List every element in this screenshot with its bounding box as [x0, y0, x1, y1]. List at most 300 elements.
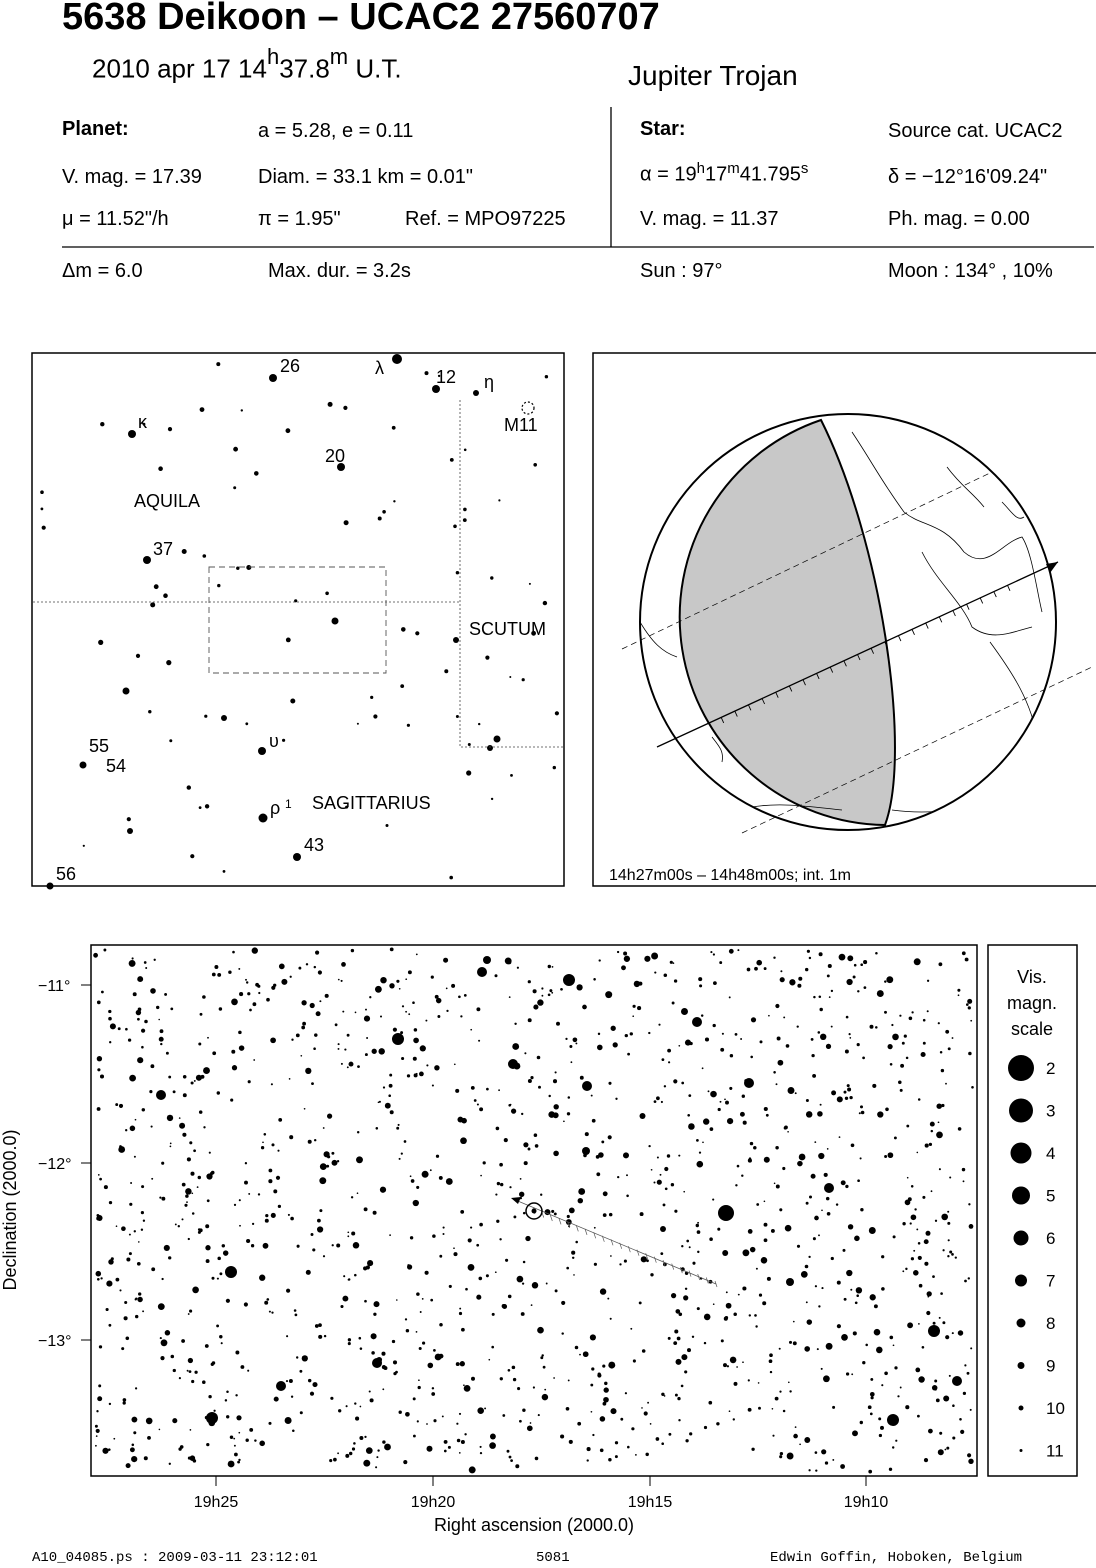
chart-star [331, 1152, 334, 1155]
chart-star [829, 996, 831, 998]
chart-star [535, 1457, 539, 1461]
finder-star [478, 723, 480, 725]
sun-elongation: Sun : 97° [640, 260, 723, 282]
time-caption: 14h27m00s – 14h48m00s; int. 1m [609, 867, 851, 884]
chart-star [217, 1278, 219, 1280]
chart-star [470, 1227, 472, 1229]
chart-star [398, 1124, 400, 1126]
chart-star [702, 1141, 704, 1143]
chart-star [797, 1245, 800, 1248]
chart-star [849, 1033, 851, 1035]
chart-star [357, 1131, 359, 1133]
chart-star [348, 1338, 351, 1341]
chart-star [826, 1343, 833, 1350]
chart-star [685, 1288, 687, 1290]
chart-star [131, 1456, 137, 1462]
chart-star [687, 1114, 690, 1117]
chart-star [197, 1186, 199, 1188]
chart-star [603, 1213, 607, 1217]
chart-star [419, 1347, 422, 1350]
star-vmag: V. mag. = 11.37 [640, 208, 779, 230]
finder-star [555, 711, 559, 715]
chart-star [611, 1026, 616, 1031]
chart-star [782, 1167, 785, 1170]
chart-star [508, 1295, 512, 1299]
legend-magnitude-label: 6 [1046, 1229, 1056, 1248]
chart-star [675, 1309, 680, 1314]
chart-star [692, 1262, 695, 1265]
star-phmag: Ph. mag. = 0.00 [888, 208, 1030, 230]
chart-star [951, 1253, 954, 1256]
finder-star [370, 696, 373, 699]
chart-star [181, 1339, 185, 1343]
chart-star [678, 1419, 680, 1421]
chart-star [125, 1028, 128, 1031]
chart-star [818, 1031, 821, 1034]
chart-star [936, 1103, 941, 1108]
chart-star [600, 1416, 606, 1422]
chart-star [108, 1324, 111, 1327]
chart-star [578, 1198, 583, 1203]
chart-star [741, 1174, 743, 1176]
chart-star [239, 1045, 245, 1051]
finder-star [456, 715, 459, 718]
chart-star [884, 1371, 888, 1375]
chart-star [688, 1123, 695, 1130]
chart-star [553, 1079, 557, 1083]
chart-star [626, 1195, 629, 1198]
chart-star [459, 1308, 461, 1310]
chart-star [130, 1126, 136, 1132]
legend-magnitude-label: 11 [1046, 1441, 1064, 1461]
chart-star [396, 1127, 399, 1130]
chart-star [859, 1112, 861, 1114]
chart-star [110, 1023, 116, 1029]
chart-star [468, 1264, 475, 1271]
chart-star [846, 1270, 852, 1276]
chart-star [933, 1322, 936, 1325]
chart-star [864, 986, 867, 989]
chart-star [323, 1127, 325, 1129]
chart-star [750, 1142, 753, 1145]
chart-star [538, 1086, 541, 1089]
chart-star [949, 1375, 951, 1377]
chart-star [780, 1452, 783, 1455]
chart-star [289, 1078, 291, 1080]
chart-star [665, 1187, 668, 1190]
chart-star [789, 1341, 792, 1344]
chart-star [93, 953, 98, 958]
chart-star [548, 993, 551, 996]
chart-star [249, 1009, 252, 1012]
chart-star [865, 1344, 868, 1347]
chart-star [797, 1161, 803, 1167]
chart-star [600, 1448, 604, 1452]
chart-star [825, 1461, 828, 1464]
chart-star [770, 1371, 772, 1373]
chart-star [273, 984, 276, 987]
chart-star [613, 1042, 618, 1047]
chart-star [254, 1439, 256, 1441]
chart-star [166, 1052, 169, 1055]
chart-star [924, 1458, 928, 1462]
legend-magnitude-label: 9 [1046, 1356, 1056, 1376]
chart-star [573, 1037, 578, 1042]
chart-star [608, 1362, 615, 1369]
chart-star [317, 1226, 323, 1232]
chart-star [137, 1262, 141, 1266]
chart-star [500, 1183, 503, 1186]
chart-star [444, 1440, 448, 1444]
chart-star [360, 1347, 363, 1350]
chart-star [341, 980, 343, 982]
chart-star [747, 968, 751, 972]
chart-star [681, 1082, 684, 1085]
chart-star [888, 1152, 894, 1158]
chart-star [522, 1408, 525, 1411]
chart-star [341, 1063, 343, 1065]
chart-star [878, 1417, 881, 1420]
chart-star [151, 1126, 153, 1128]
chart-star [342, 1296, 348, 1302]
chart-star [505, 1259, 508, 1262]
legend-dot [1011, 1143, 1032, 1164]
chart-star [338, 1048, 340, 1050]
chart-star [137, 1057, 143, 1063]
chart-star [476, 1007, 480, 1011]
chart-star [639, 1301, 642, 1304]
chart-star [508, 1369, 511, 1372]
chart-star [413, 1038, 419, 1044]
chart-star [844, 1298, 847, 1301]
chart-star [97, 1001, 101, 1005]
chart-star [97, 1396, 102, 1401]
chart-star [444, 1450, 447, 1453]
chart-star [621, 965, 626, 970]
chart-star [729, 1410, 731, 1412]
chart-star [515, 1464, 519, 1468]
chart-star [434, 1065, 439, 1070]
chart-star [213, 1410, 215, 1412]
finder-star [241, 409, 243, 411]
chart-star [683, 1191, 685, 1193]
chart-star [543, 1366, 546, 1369]
finder-star [487, 745, 493, 751]
chart-star [491, 1346, 494, 1349]
chart-star [479, 1107, 483, 1111]
chart-star [761, 1257, 768, 1264]
chart-star [263, 1243, 269, 1249]
chart-star [967, 999, 972, 1004]
chart-star [555, 1289, 558, 1292]
chart-star [806, 1301, 808, 1303]
chart-star [226, 1391, 229, 1394]
finder-star [150, 602, 155, 607]
chart-star [383, 1086, 385, 1088]
chart-star [677, 1397, 680, 1400]
chart-star [164, 1093, 166, 1095]
chart-star [799, 1154, 806, 1161]
chart-star [678, 1045, 680, 1047]
chart-star [144, 1456, 148, 1460]
chart-star [911, 1011, 913, 1013]
chart-star [97, 1278, 100, 1281]
chart-star [497, 1182, 500, 1185]
chart-star [480, 1175, 482, 1177]
chart-star [170, 1146, 172, 1148]
chart-star [722, 1250, 728, 1256]
chart-star [194, 1371, 197, 1374]
chart-star [132, 957, 134, 959]
chart-star [399, 988, 401, 990]
chart-star [819, 996, 822, 999]
chart-star [446, 1178, 453, 1185]
chart-star [952, 1404, 955, 1407]
chart-star [815, 1469, 817, 1471]
chart-star [346, 1405, 348, 1407]
x-tick-label: 19h20 [410, 1494, 456, 1511]
chart-star [708, 1401, 712, 1405]
chart-star [141, 1029, 145, 1033]
chart-star [664, 1395, 666, 1397]
constellation-aquila: AQUILA [134, 491, 201, 511]
chart-star [582, 1147, 590, 1155]
chart-star [212, 1361, 215, 1364]
chart-star [546, 1283, 548, 1285]
chart-star [332, 1160, 338, 1166]
chart-star [246, 1439, 249, 1442]
chart-star [439, 1323, 443, 1327]
chart-star [528, 1079, 532, 1083]
chart-star [304, 1108, 306, 1110]
chart-star [771, 1229, 775, 1233]
chart-star [364, 1436, 366, 1438]
chart-star [495, 1271, 497, 1273]
chart-star [206, 1259, 210, 1263]
chart-star [608, 1458, 611, 1461]
chart-star [247, 1370, 249, 1372]
chart-star [730, 1357, 737, 1364]
chart-star [836, 1203, 838, 1205]
chart-star [837, 1096, 843, 1102]
chart-star [376, 1357, 382, 1363]
chart-star [492, 1313, 495, 1316]
chart-star [205, 1245, 210, 1250]
chart-star [158, 1303, 165, 1310]
star-label: 55 [89, 736, 110, 756]
chart-star [512, 1366, 516, 1370]
chart-star [464, 1433, 466, 1435]
chart-star [202, 995, 206, 999]
chart-star [377, 1449, 379, 1451]
chart-star [403, 1460, 407, 1464]
chart-star [587, 1447, 591, 1451]
chart-star [123, 1401, 126, 1404]
chart-star [907, 1322, 913, 1328]
chart-star [106, 1308, 109, 1311]
chart-star [169, 1463, 171, 1465]
y-axis-title: Declination (2000.0) [0, 1129, 20, 1291]
chart-star [857, 1043, 860, 1046]
chart-star [138, 1292, 141, 1295]
chart-star [843, 1249, 846, 1252]
chart-star [198, 1228, 201, 1231]
chart-star [149, 1090, 152, 1093]
chart-star [742, 1361, 744, 1363]
chart-star [371, 1333, 377, 1339]
chart-star [324, 1335, 326, 1337]
chart-star [338, 1043, 340, 1045]
chart-star [970, 1409, 972, 1411]
chart-star [382, 1440, 385, 1443]
chart-star [779, 1208, 782, 1211]
chart-star [692, 1336, 694, 1338]
chart-star [95, 1425, 98, 1428]
chart-star [620, 1418, 623, 1421]
chart-star [189, 1310, 192, 1313]
chart-star [509, 1456, 512, 1459]
chart-star [871, 1396, 874, 1399]
chart-star [99, 1178, 102, 1181]
chart-star [779, 1348, 781, 1350]
chart-star [507, 1450, 510, 1453]
chart-star [129, 1234, 131, 1236]
chart-star [437, 1015, 440, 1018]
chart-star [193, 1459, 197, 1463]
finder-star [386, 824, 389, 827]
cluster-symbol [522, 402, 534, 414]
chart-star [902, 1042, 905, 1045]
globe-panel [592, 352, 1096, 892]
chart-star [414, 1028, 418, 1032]
legend-dot [1017, 1319, 1026, 1328]
chart-star [228, 1461, 235, 1468]
chart-star [344, 1049, 346, 1051]
chart-star [228, 970, 231, 973]
chart-star [388, 1094, 391, 1097]
chart-star [789, 1390, 791, 1392]
chart-star [751, 1017, 756, 1022]
chart-star [278, 1118, 282, 1122]
chart-star [519, 1420, 522, 1423]
chart-star [189, 1370, 192, 1373]
chart-star [685, 1040, 691, 1046]
chart-star [891, 1024, 893, 1026]
chart-star [145, 967, 147, 969]
chart-star [957, 989, 960, 992]
chart-star [576, 984, 582, 990]
chart-star [823, 1375, 830, 1382]
chart-star [158, 1019, 160, 1021]
chart-star [793, 1321, 795, 1323]
chart-star [470, 1029, 472, 1031]
chart-star [661, 1442, 664, 1445]
chart-star [185, 1194, 189, 1198]
chart-star [119, 1104, 123, 1108]
chart-star [854, 964, 857, 967]
chart-star [205, 1416, 208, 1419]
chart-star [872, 1084, 876, 1088]
finder-star [245, 722, 248, 725]
chart-star [941, 1214, 948, 1221]
chart-star [515, 1044, 518, 1047]
chart-star [192, 1212, 195, 1215]
chart-star [881, 1384, 883, 1386]
chart-star [598, 1033, 600, 1035]
chart-star [968, 1052, 972, 1056]
chart-star [784, 1126, 787, 1129]
chart-star [899, 1015, 901, 1017]
chart-star [338, 979, 340, 981]
chart-star [599, 959, 601, 961]
chart-star [819, 952, 823, 956]
chart-star [783, 1016, 785, 1018]
chart-star [541, 995, 543, 997]
chart-star [667, 1154, 670, 1157]
chart-star [593, 978, 596, 981]
chart-star [461, 1328, 465, 1332]
chart-star [457, 1117, 463, 1123]
chart-star [748, 1379, 750, 1381]
chart-star [483, 1161, 486, 1164]
chart-star [820, 1104, 822, 1106]
chart-star [294, 1309, 297, 1312]
constellation-scutum: SCUTUM [469, 619, 546, 639]
finder-star [128, 430, 136, 438]
chart-star [814, 1216, 819, 1221]
chart-star [926, 1311, 930, 1315]
chart-star [779, 1391, 781, 1393]
chart-star [138, 1241, 140, 1243]
chart-star [797, 1025, 799, 1027]
chart-star [860, 1105, 863, 1108]
chart-star [156, 1006, 159, 1009]
chart-star [610, 1255, 612, 1257]
chart-star [164, 1245, 170, 1251]
chart-star [821, 1449, 826, 1454]
chart-star [160, 1356, 164, 1360]
chart-star [413, 1200, 419, 1206]
moon-elongation: Moon : 134° , 10% [888, 260, 1053, 282]
chart-star [211, 1171, 215, 1175]
chart-star [565, 1038, 567, 1040]
chart-star [323, 1255, 325, 1257]
chart-star [875, 1026, 878, 1029]
chart-star [353, 1242, 360, 1249]
chart-star [183, 1075, 187, 1079]
chart-star [442, 1415, 444, 1417]
chart-star [754, 967, 758, 971]
chart-star [841, 1334, 848, 1341]
chart-star [239, 992, 243, 996]
track-tick [550, 1215, 552, 1221]
legend-dot [1009, 1099, 1033, 1123]
chart-star [906, 1057, 909, 1060]
chart-star [231, 1050, 235, 1054]
chart-star [325, 994, 329, 998]
chart-star [651, 953, 658, 960]
chart-star [786, 1278, 794, 1286]
chart-star [631, 1427, 634, 1430]
chart-star [657, 1180, 662, 1185]
chart-star [405, 1412, 410, 1417]
chart-star [109, 1201, 112, 1204]
chart-star [742, 1286, 746, 1290]
chart-star [686, 1240, 689, 1243]
chart-star [821, 1209, 823, 1211]
star-label: 20 [325, 446, 346, 466]
chart-star [319, 1177, 326, 1184]
